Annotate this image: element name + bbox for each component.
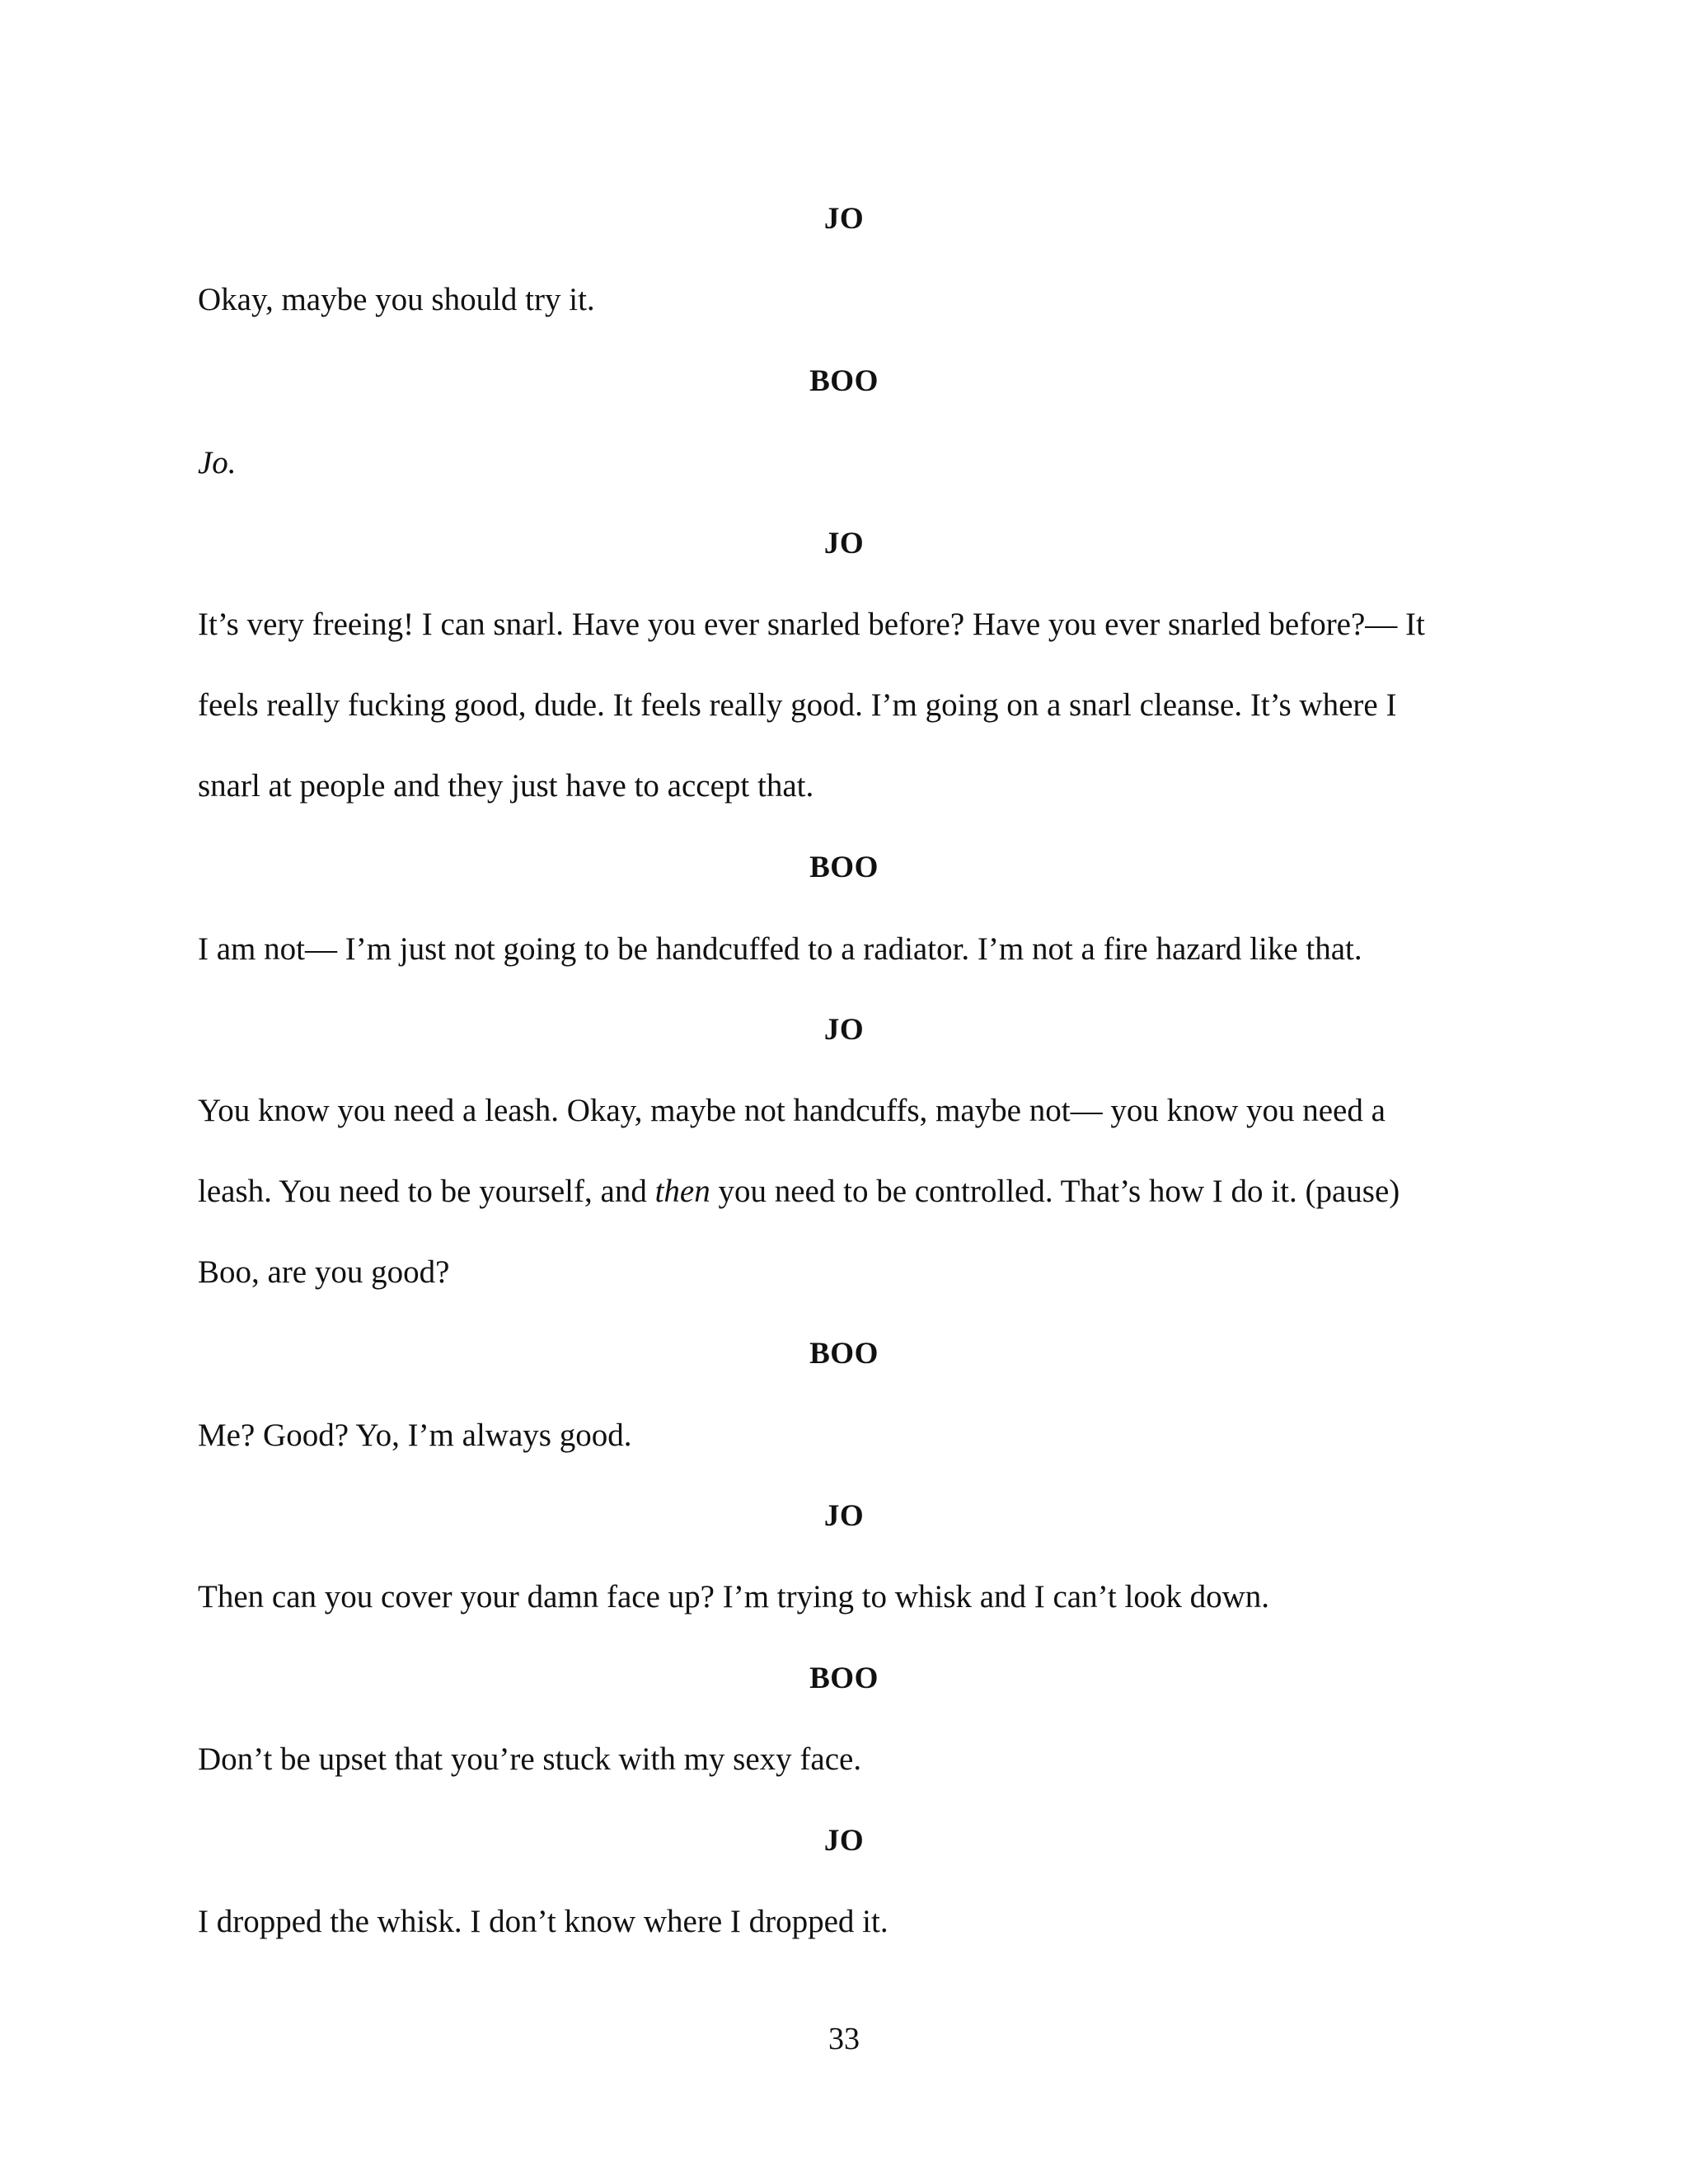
dialogue-line: Boo, are you good? xyxy=(198,1254,450,1290)
speaker-name: JO xyxy=(823,1013,865,1047)
speaker-name: BOO xyxy=(809,851,879,884)
speaker-name: BOO xyxy=(809,1661,879,1695)
dialogue-line: Then can you cover your damn face up? I’m trying to whisk and I can’t look down. xyxy=(198,1579,1269,1615)
dialogue-line: snarl at people and they just have to accept that. xyxy=(198,768,814,804)
dialogue-italic-text: Jo. xyxy=(198,445,237,480)
dialogue-line: It’s very freeing! I can snarl. Have you ever snarled before? Have you ever snarled before?— It xyxy=(198,607,1425,642)
speaker-name: JO xyxy=(823,1499,865,1533)
speaker-name: BOO xyxy=(809,1337,879,1371)
speaker-name: JO xyxy=(823,1824,865,1858)
speaker-name: BOO xyxy=(809,364,879,398)
dialogue-line: I dropped the whisk. I don’t know where I dropped it. xyxy=(198,1904,889,1939)
dialogue-italic-text: then xyxy=(654,1174,710,1209)
dialogue-line: Me? Good? Yo, I’m always good. xyxy=(198,1418,632,1453)
dialogue-line: Don’t be upset that you’re stuck with my sexy face. xyxy=(198,1741,862,1777)
dialogue-line: feels really fucking good, dude. It feels really good. I’m going on a snarl cleanse. It’s where I xyxy=(198,687,1397,723)
speaker-name: JO xyxy=(823,202,865,236)
dialogue-line: Okay, maybe you should try it. xyxy=(198,282,595,317)
speaker-name: JO xyxy=(823,527,865,560)
dialogue-line: I am not— I’m just not going to be handcuffed to a radiator. I’m not a fire hazard like that. xyxy=(198,931,1362,967)
dialogue-line xyxy=(198,1172,1517,1212)
dialogue-line: You know you need a leash. Okay, maybe not handcuffs, maybe not— you know you need a xyxy=(198,1093,1386,1128)
dialogue-text: you need to be controlled. That’s how I do it. (pause) xyxy=(710,1174,1400,1209)
page-number: 33 xyxy=(828,2022,860,2056)
dialogue-line xyxy=(198,443,1517,483)
dialogue-text: leash. You need to be yourself, and xyxy=(198,1174,655,1209)
